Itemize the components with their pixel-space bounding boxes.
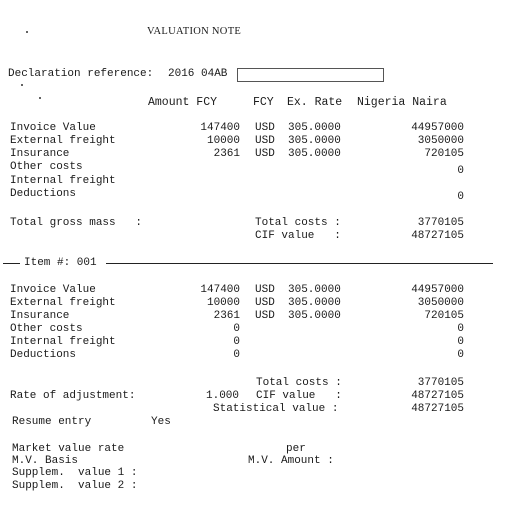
item-row-local: 0 xyxy=(457,336,464,348)
summary-row-local: 0 xyxy=(457,191,464,203)
scan-speck xyxy=(26,31,28,33)
item-number-label: Item #: 001 xyxy=(24,257,97,269)
statistical-value: 48727105 xyxy=(411,403,464,415)
item-total-costs-value: 3770105 xyxy=(417,377,464,389)
summary-row-local: 0 xyxy=(457,165,464,177)
item-separator-left xyxy=(3,263,20,264)
market-value-rate-label: Market value rate xyxy=(12,443,125,455)
summary-row-rate: 305.0000 xyxy=(288,135,341,147)
item-row-amount: 0 xyxy=(233,349,240,361)
summary-row-label: Insurance xyxy=(10,148,70,160)
item-row-label: Deductions xyxy=(10,349,77,361)
item-row-local: 3050000 xyxy=(417,297,464,309)
summary-row-label: Other costs xyxy=(10,161,83,173)
supplementary-value-1-label: Supplem. value 1 : xyxy=(12,467,138,479)
summary-row-amount: 10000 xyxy=(206,135,240,147)
header-amount-fcy: Amount FCY xyxy=(148,96,218,109)
header-ex-rate: Ex. Rate xyxy=(287,96,343,109)
summary-cif-label: CIF value : xyxy=(255,230,341,242)
item-row-amount: 0 xyxy=(233,336,240,348)
item-cif-value: 48727105 xyxy=(411,390,464,402)
summary-row-fcy: USD xyxy=(255,135,275,147)
total-gross-mass-label: Total gross mass : xyxy=(10,217,143,229)
header-local-currency: Nigeria Naira xyxy=(357,96,447,109)
item-cif-label: CIF value : xyxy=(256,390,342,402)
summary-cif-value: 48727105 xyxy=(411,230,464,242)
resume-entry-label: Resume entry xyxy=(12,416,92,428)
item-row-amount: 0 xyxy=(233,323,240,335)
item-row-local: 720105 xyxy=(424,310,464,322)
item-row-local: 0 xyxy=(457,323,464,335)
scan-speck xyxy=(39,97,41,99)
item-row-local: 44957000 xyxy=(411,284,464,296)
item-separator-right xyxy=(106,263,493,264)
item-row-amount: 10000 xyxy=(206,297,240,309)
summary-row-fcy: USD xyxy=(255,122,275,134)
item-row-fcy: USD xyxy=(255,284,275,296)
summary-row-amount: 2361 xyxy=(213,148,240,160)
declaration-reference-label: Declaration reference: xyxy=(8,68,154,80)
item-row-fcy: USD xyxy=(255,297,275,309)
item-row-rate: 305.0000 xyxy=(288,297,341,309)
item-row-fcy: USD xyxy=(255,310,275,322)
summary-row-local: 44957000 xyxy=(411,122,464,134)
summary-row-fcy: USD xyxy=(255,148,275,160)
summary-total-costs-label: Total costs : xyxy=(255,217,341,229)
item-row-label: Internal freight xyxy=(10,336,116,348)
item-total-costs-label: Total costs : xyxy=(256,377,342,389)
statistical-value-label: Statistical value : xyxy=(213,403,339,415)
summary-total-costs-value: 3770105 xyxy=(417,217,464,229)
header-fcy: FCY xyxy=(253,96,274,109)
summary-row-local: 720105 xyxy=(424,148,464,160)
rate-of-adjustment-value: 1.000 xyxy=(206,390,240,402)
summary-row-amount: 147400 xyxy=(200,122,240,134)
mv-basis-label: M.V. Basis xyxy=(12,455,79,467)
item-row-label: Other costs xyxy=(10,323,83,335)
scan-speck xyxy=(21,84,23,86)
summary-row-label: External freight xyxy=(10,135,116,147)
summary-row-rate: 305.0000 xyxy=(288,148,341,160)
summary-row-rate: 305.0000 xyxy=(288,122,341,134)
resume-entry-value: Yes xyxy=(151,416,171,428)
item-row-amount: 2361 xyxy=(213,310,240,322)
document-title: VALUATION NOTE xyxy=(147,26,242,37)
summary-row-label: Deductions xyxy=(10,188,77,200)
item-row-rate: 305.0000 xyxy=(288,310,341,322)
declaration-reference-value: 2016 04AB xyxy=(168,68,228,80)
item-row-label: Invoice Value xyxy=(10,284,96,296)
redacted-box xyxy=(237,68,384,82)
item-row-amount: 147400 xyxy=(200,284,240,296)
supplementary-value-2-label: Supplem. value 2 : xyxy=(12,480,138,492)
summary-row-label: Internal freight xyxy=(10,175,116,187)
mv-amount-label: M.V. Amount : xyxy=(248,455,334,467)
item-row-rate: 305.0000 xyxy=(288,284,341,296)
item-row-label: External freight xyxy=(10,297,116,309)
per-label: per xyxy=(286,443,306,455)
item-row-label: Insurance xyxy=(10,310,70,322)
summary-row-label: Invoice Value xyxy=(10,122,96,134)
rate-of-adjustment-label: Rate of adjustment: xyxy=(10,390,136,402)
summary-row-local: 3050000 xyxy=(417,135,464,147)
item-row-local: 0 xyxy=(457,349,464,361)
